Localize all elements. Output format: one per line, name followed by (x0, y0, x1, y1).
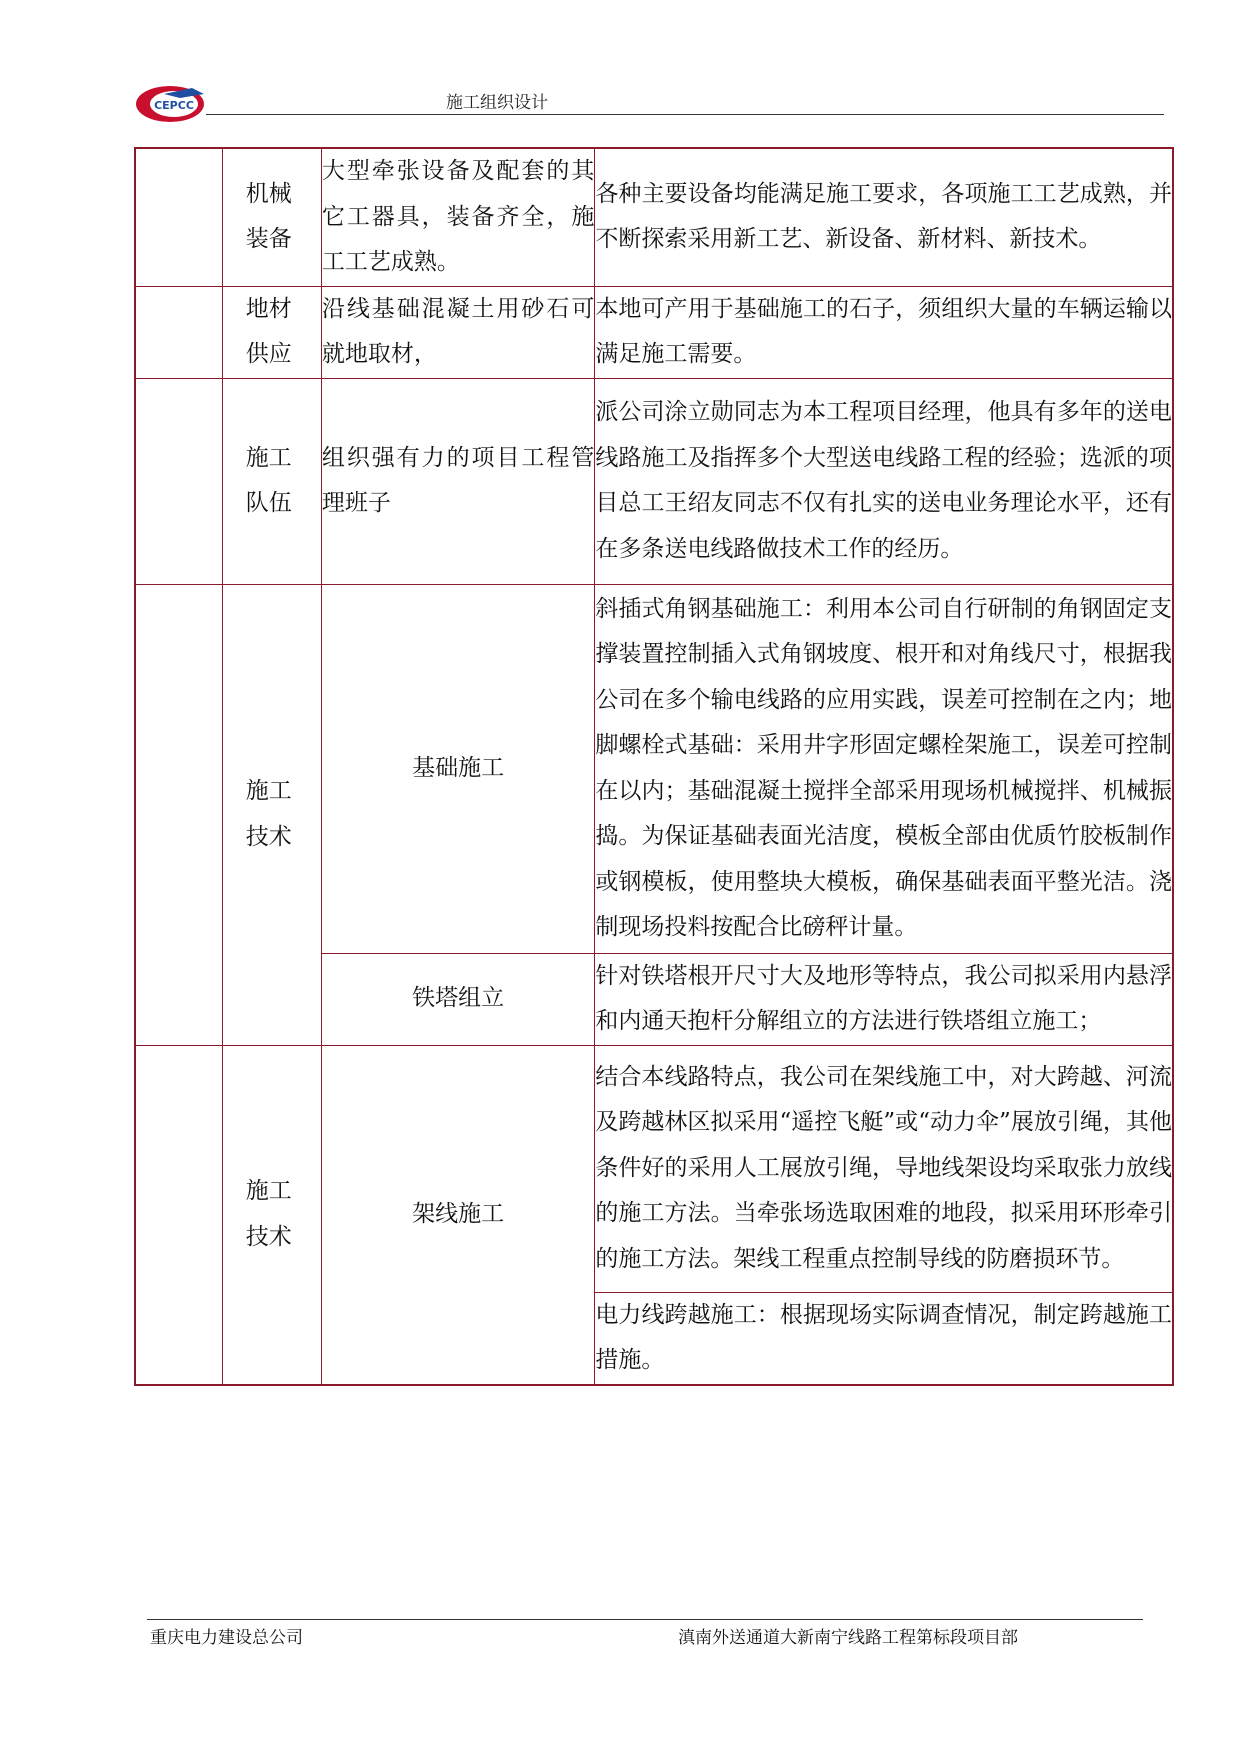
page-header-title: 施工组织设计 (446, 93, 548, 113)
table-row (135, 286, 1173, 378)
category-cell: 施工技术 (222, 584, 321, 1045)
blank-cell (135, 378, 222, 584)
header-divider (206, 114, 1164, 115)
category-cell: 地材供应 (222, 286, 321, 378)
desc-cell: 各种主要设备均能满足施工要求，各项施工工艺成熟，并不断探索采用新工艺、新设备、新材料、新技术。 (595, 148, 1173, 286)
desc-cell: 针对铁塔根开尺寸大及地形等特点，我公司拟采用内悬浮和内通天抱杆分解组立的方法进行铁塔组立施工； (595, 953, 1173, 1045)
blank-cell (135, 584, 222, 1045)
construction-plan-table (134, 147, 1174, 1386)
blank-cell (135, 148, 222, 286)
blank-cell (135, 286, 222, 378)
table-row (135, 378, 1173, 584)
table-row (135, 584, 1173, 953)
footer-company: 重庆电力建设总公司 (150, 1628, 303, 1648)
category-cell: 施工队伍 (222, 378, 321, 584)
desc-cell: 电力线跨越施工：根据现场实际调查情况，制定跨越施工措施。 (595, 1292, 1173, 1385)
item-cell: 组织强有力的项目工程管理班子 (321, 378, 594, 584)
category-cell: 机械装备 (222, 148, 321, 286)
footer-project: 滇南外送通道大新南宁线路工程第标段项目部 (678, 1628, 1018, 1648)
item-cell: 架线施工 (321, 1045, 594, 1385)
desc-cell: 结合本线路特点，我公司在架线施工中，对大跨越、河流及跨越林区拟采用“遥控飞艇”或“动力伞”展放引绳，其他条件好的采用人工展放引绳，导地线架设均采取张力放线的施工方法。当牵张场选取困难的地段，拟采用环形牵引的施工方法。架线工程重点控制导线的防磨损环节。 (595, 1045, 1173, 1292)
logo-text: CEPCC (154, 99, 194, 112)
table-row (135, 148, 1173, 286)
item-cell: 基础施工 (321, 584, 594, 953)
category-cell: 施工技术 (222, 1045, 321, 1385)
desc-cell: 本地可产用于基础施工的石子，须组织大量的车辆运输以满足施工需要。 (595, 286, 1173, 378)
desc-cell: 斜插式角钢基础施工：利用本公司自行研制的角钢固定支撑装置控制插入式角钢坡度、根开和对角线尺寸，根据我公司在多个输电线路的应用实践，误差可控制在之内；地脚螺栓式基础：采用井字形固定螺栓架施工，误差可控制在以内；基础混凝土搅拌全部采用现场机械搅拌、机械振捣。为保证基础表面光洁度，模板全部由优质竹胶板制作或钢模板，使用整块大模板，确保基础表面平整光洁。浇制现场投料按配合比磅秤计量。 (595, 584, 1173, 953)
desc-cell: 派公司涂立勋同志为本工程项目经理，他具有多年的送电线路施工及指挥多个大型送电线路工程的经验；选派的项目总工王绍友同志不仅有扎实的送电业务理论水平，还有在多条送电线路做技术工作的经历。 (595, 378, 1173, 584)
item-cell: 大型牵张设备及配套的其它工器具，装备齐全，施工工艺成熟。 (321, 148, 594, 286)
footer-divider (147, 1619, 1143, 1620)
item-cell: 沿线基础混凝土用砂石可就地取材， (321, 286, 594, 378)
cepcc-logo (134, 80, 210, 124)
table-row (135, 1045, 1173, 1292)
blank-cell (135, 1045, 222, 1385)
item-cell: 铁塔组立 (321, 953, 594, 1045)
